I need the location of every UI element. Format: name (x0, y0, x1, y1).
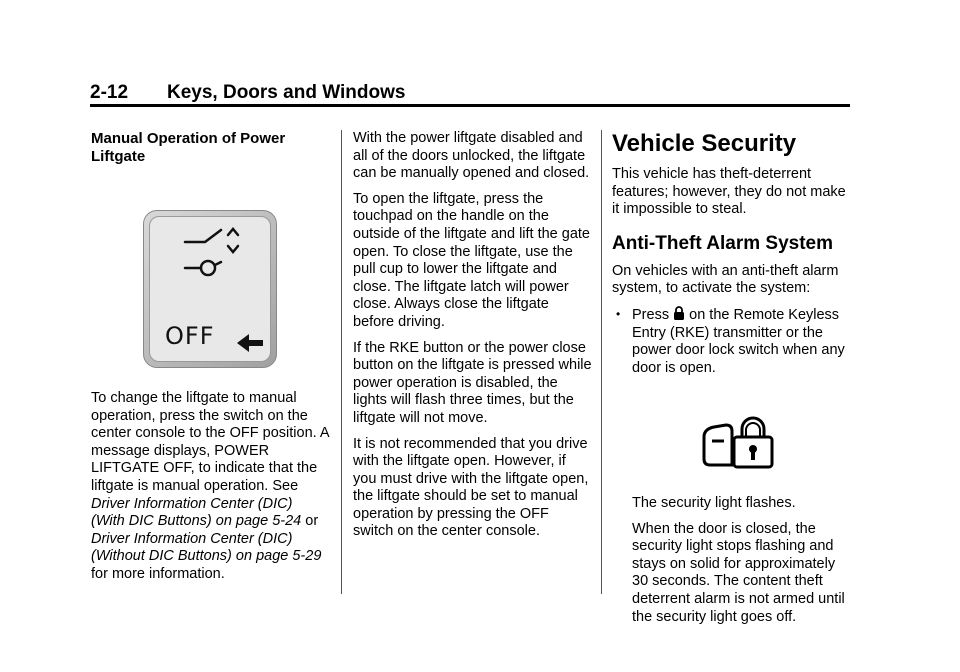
page-header (90, 82, 850, 106)
column-divider-2 (601, 130, 602, 594)
page-number: 2-12 (90, 82, 129, 103)
heading-vehicle-security: Vehicle Security (612, 130, 797, 157)
ref-page-5-29[interactable]: on page 5‑29 (235, 548, 322, 565)
paragraph-door-closed: When the door is closed, the security light stops flashing and stays on solid for approximately 30 seconds. The content theft deterrent alarm is not armed until the security light goes off. (632, 520, 845, 625)
ref-dic-without-buttons[interactable]: Driver Information Center (DIC) (Without DIC Buttons) (91, 530, 293, 565)
ref-dic-with-buttons[interactable]: Driver Information Center (DIC) (With DIC Buttons) (91, 495, 293, 530)
lock-icon (673, 306, 685, 321)
bullet-press-lock: • Press on the Remote Keyless Entry (RKE) transmitter or the power door lock switch when any door is open. (616, 306, 845, 376)
ref-page-5-24[interactable]: on page 5‑24 (215, 513, 302, 530)
liftgate-switch-illustration (143, 210, 277, 368)
section-title: Keys, Doors and Windows (167, 82, 406, 103)
column-2 (353, 130, 593, 549)
switch-off-label: OFF (165, 322, 215, 350)
liftgate-open-icon (181, 224, 245, 286)
heading-anti-theft-alarm: Anti-Theft Alarm System (612, 232, 833, 254)
paragraph-rke-button: If the RKE button or the power close button on the liftgate is pressed while power operation is disabled, the lights will flash three times, but the liftgate will not move. (353, 339, 592, 426)
paragraph-theft-deterrent: This vehicle has theft-deterrent features; however, they do not make it impossible to steal. (612, 166, 846, 218)
paragraph-open-liftgate: To open the liftgate, press the touchpad on the handle on the outside of the liftgate and lift the gate open. To close the liftgate, use the pull cup to lower the liftgate and close. The liftgate latch will power close. Always close the liftgate before driving. (353, 190, 590, 330)
column-divider-1 (341, 130, 342, 594)
paragraph-light-flashes: The security light flashes. (632, 494, 796, 511)
heading-manual-operation: Manual Operation of Power Liftgate (91, 130, 286, 165)
paragraph-drive-open: It is not recommended that you drive with the liftgate open. However, if you must drive with the liftgate open, the liftgate should be set to manual operation by pressing the OFF switch on the center console. (353, 435, 589, 540)
manual-operation-paragraph: To change the liftgate to manual operation, press the switch on the center console to the OFF position. A message displays, POWER LIFTGATE OFF, to indicate that the liftgate is manual operation. See Driver Information Center (DIC) (With DIC Buttons) on page 5‑24 or Driver Information Center (DIC) (Without DIC Buttons) on page 5‑29 for more information. (91, 390, 329, 582)
paragraph-activate-system: On vehicles with an anti-theft alarm system, to activate the system: (612, 262, 839, 297)
paragraph-disabled-liftgate: With the power liftgate disabled and all of the doors unlocked, the liftgate can be manually opened and closed. (353, 130, 590, 182)
header-rule (90, 104, 850, 107)
bullet-dot: • (616, 306, 621, 321)
column-3 (612, 130, 852, 634)
column-1 (91, 130, 329, 592)
arrow-left-icon (235, 332, 265, 354)
security-light-icon (700, 415, 776, 471)
